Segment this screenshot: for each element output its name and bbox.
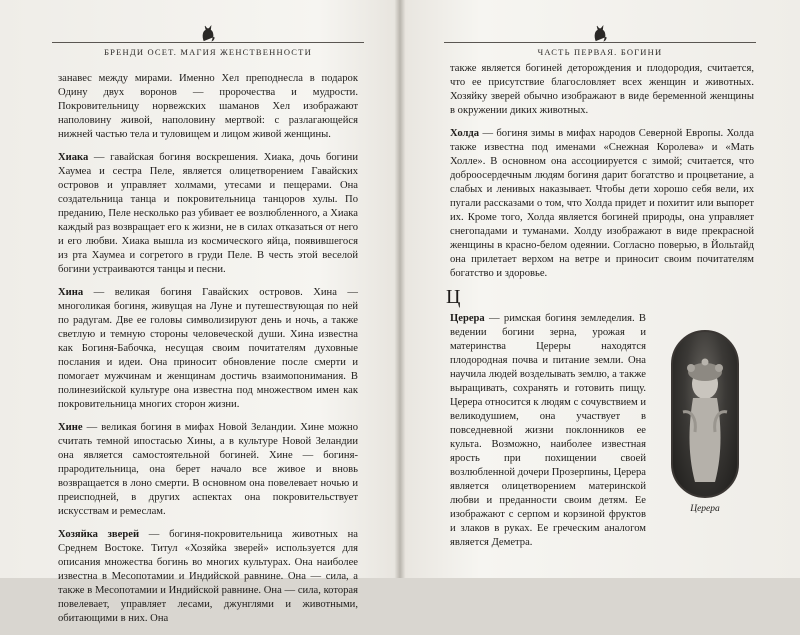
- entry-paragraph: [58, 151, 358, 277]
- entry-text: — богиня-покровительница животных на Среднем Востоке. Титул «Хозяйка зверей» используется для описания множества богинь во многих культурах. Она наиболее известна в Месопотамии и Индийской равнине. Она — сила, а также в Месопотамии и Индийской равнине. Она — сила, которая повелевает, управляет лесами, джунглями и животными, обитающими в них. Она: [58, 529, 358, 624]
- entry-term: Холда: [450, 128, 480, 139]
- running-header: БРЕНДИ ОСЕТ. МАГИЯ ЖЕНСТВЕННОСТИ: [52, 42, 364, 62]
- entry-paragraph: [58, 528, 358, 626]
- entry-paragraph: [58, 421, 358, 519]
- entry-term: Хине: [58, 422, 83, 433]
- entry-text: — богиня зимы в мифах народов Северной Европы. Холда также известна под именами «Снежная Королева» и «Мать Холле». В основном она ассоциируется с зимой; считается, что доброосердечным людям богиня дарит богатство и процветание, а слабых и ленивых наказывает. Чтобы дети хорошо себя вели, их пугали рассказами о том, что Холда придет и похитит или выпорет их. Кроме того, Холда является богиней природы, она управляет снегопадами и туманами. Холду изображают в виде прекрасной женщины в красно-белом одеянии. Согласно поверью, в Йольтайд она прилетает верхом на ветре и приносит своим почитателям богатство и здоровье.: [450, 128, 754, 279]
- figure-image: [671, 330, 739, 498]
- continuation-paragraph: также является богиней деторождения и плодородия, считается, что ее присутствие благословляет всех женщин и животных. Хозяйку зверей обычно изображают в виде беременной женщины в окружении диких животных.: [450, 63, 754, 116]
- letter-heading: Ц: [446, 286, 461, 308]
- right-page: [400, 0, 800, 578]
- left-body-text: [58, 72, 358, 635]
- entry-text: — великая богиня Гавайских островов. Хина — многоликая богиня, живущая на Луне и путешествующая по ней по радугам. Две ее головы символизируют день и ночь, а также светлую и темную стороны человеческой души. Хина известна как Богиня-Бабочка, несущая своим почитателям духовные послания и идеи. Она приносит обновление после смерти и помогает мужчинам и женщинам достичь взаимопонимания. В полинезийской культуре она известна под множеством имен как покровительница многих сторон жизни.: [58, 287, 358, 410]
- figure-caption: Церера: [690, 504, 720, 514]
- entry-paragraph: [450, 312, 646, 550]
- entry-term: Хина: [58, 287, 84, 298]
- entry-text: — римская богиня земледелия. В ведении богини зерна, урожая и материнства Цереры находятся плодородная почва и питание земли. Она научила людей возделывать землю, а также выращивать, сохранять и готовить пищу. Церера относится к людям с сочувствием и великодушием, она участвует в повседневной жизни поклонников ее культа. Возможно, наиболее известная ярость при похищении своей возлюбленной дочери Прозерпины, Церера является олицетворением материнской любви и преданности своим детям. Ее изображают с серпом и корзиной фруктов и злаков в руках. Ее греческим аналогом является Деметра.: [450, 313, 646, 548]
- entry-term: Хозяйка зверей: [58, 529, 140, 540]
- cat-icon: [201, 22, 215, 42]
- cat-icon: [593, 22, 607, 42]
- left-page: [0, 0, 400, 624]
- entry-text: — гавайская богиня воскрешения. Хиака, дочь богини Хаумеа и сестра Пеле, является олицетворением Гавайских островов и управляет холмами, утесами и пещерами. Она создательница танца и покровительница танцоров хулы. По преданию, Пеле несколько раз убивает ее возлюбленного, а Хиака каждый раз возвращает его к жизни, не в силах отказаться от него и его любви. Хиака вышла из космического яйца, появившегося из рта Хаумеа и согретого в груди Пеле. В честь этой веселой богини устраиваются танцы и песни.: [58, 152, 358, 275]
- entry-term: Церера: [450, 313, 485, 324]
- ceres-illustration: [673, 332, 737, 496]
- continuation-paragraph: занавес между мирами. Именно Хел преподнесла в подарок Одину двух воронов — пророчества и мудрости. Покровительницу норвежских шаманов Хел изображают наполовину живой, наполовину мертвой: с разлагающейся нижней частью тела и туловищем и лицом живой женщины.: [58, 73, 358, 140]
- entry-term: Хиака: [58, 152, 89, 163]
- entry-paragraph: [450, 127, 754, 281]
- entry-text: — великая богиня в мифах Новой Зеландии. Хине можно считать темной ипостасью Хины, а в культуре Новой Зеландии она является самостоятельной богиней. Хине — богиня-прародительница, она берет начало все живое и вновь возвращается в лоно смерти. В основном она повелевает ночью и преисподней, в других аспектах она покровительствует искусствам и ремеслам.: [58, 422, 358, 517]
- entry-paragraph: [58, 286, 358, 412]
- running-header: ЧАСТЬ ПЕРВАЯ. БОГИНИ: [444, 42, 756, 62]
- figure: [654, 330, 756, 514]
